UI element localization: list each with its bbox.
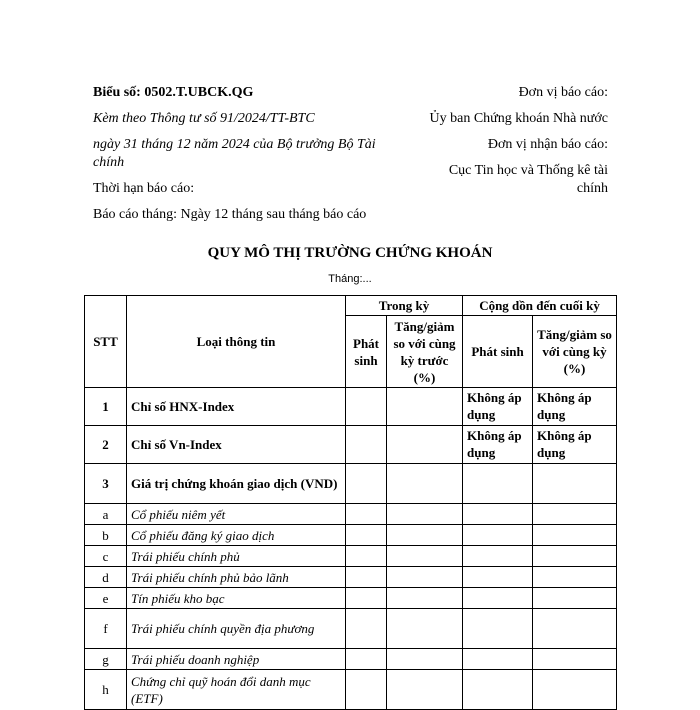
cell-change-prev: [387, 464, 463, 504]
cell-change-prev: [387, 525, 463, 546]
cell-change-prev: [387, 504, 463, 525]
circular-reference: Kèm theo Thông tư số 91/2024/TT-BTC: [93, 111, 315, 126]
row-stt: d: [85, 567, 127, 588]
cell-arising: [346, 426, 387, 464]
cell-change-prev: [387, 426, 463, 464]
column-header-change-prev: Tăng/giảm so với cùng kỳ trước (%): [387, 316, 463, 388]
cell-arising: [346, 670, 387, 710]
cell-arising-cumulative: [463, 609, 533, 649]
column-header-info-type: Loại thông tin: [127, 296, 346, 388]
cell-arising: [346, 388, 387, 426]
cell-change-prev: [387, 609, 463, 649]
cell-not-applicable: Không áp dụng: [463, 388, 533, 426]
cell-arising-cumulative: [463, 670, 533, 710]
cell-change-prev: [387, 388, 463, 426]
cell-change-prev: [387, 670, 463, 710]
table-row: [85, 504, 617, 525]
cell-not-applicable: Không áp dụng: [533, 426, 617, 464]
cell-arising: [346, 464, 387, 504]
cell-arising: [346, 567, 387, 588]
row-label: Trái phiếu doanh nghiệp: [127, 649, 346, 670]
cell-arising: [346, 546, 387, 567]
cell-change-prev: [387, 649, 463, 670]
cell-not-applicable: Không áp dụng: [533, 388, 617, 426]
row-label: Cổ phiếu đăng ký giao dịch: [127, 525, 346, 546]
row-stt: 2: [85, 426, 127, 464]
row-label: Trái phiếu chính phủ: [127, 546, 346, 567]
cell-arising: [346, 525, 387, 546]
table-row: [85, 567, 617, 588]
column-header-change-cumulative: Tăng/giảm so với cùng kỳ (%): [533, 316, 617, 388]
row-label: Chỉ số HNX-Index: [127, 388, 346, 426]
cell-arising: [346, 504, 387, 525]
table-row: [85, 670, 617, 710]
table-row: [85, 464, 617, 504]
row-label: Giá trị chứng khoán giao dịch (VND): [127, 464, 346, 504]
cell-change-cumulative: [533, 567, 617, 588]
cell-change-prev: [387, 588, 463, 609]
cell-arising-cumulative: [463, 649, 533, 670]
table-row: [85, 588, 617, 609]
deadline-label: Thời hạn báo cáo:: [93, 181, 195, 196]
row-stt: 1: [85, 388, 127, 426]
cell-change-cumulative: [533, 588, 617, 609]
header-right: [420, 84, 608, 198]
cell-not-applicable: Không áp dụng: [463, 426, 533, 464]
table-row: [85, 649, 617, 670]
row-label: Tín phiếu kho bạc: [127, 588, 346, 609]
table-row: [85, 609, 617, 649]
cell-change-cumulative: [533, 670, 617, 710]
form-number: Biểu số: 0502.T.UBCK.QG: [93, 85, 254, 100]
column-header-stt: STT: [85, 296, 127, 388]
cell-change-cumulative: [533, 504, 617, 525]
circular-date: ngày 31 tháng 12 năm 2024 của Bộ trưởng Bộ Tài chính: [93, 137, 376, 170]
row-stt: b: [85, 525, 127, 546]
cell-change-prev: [387, 546, 463, 567]
row-label: Chỉ số Vn-Index: [127, 426, 346, 464]
cell-arising-cumulative: [463, 567, 533, 588]
cell-change-cumulative: [533, 609, 617, 649]
deadline-value: Báo cáo tháng: Ngày 12 tháng sau tháng báo cáo: [93, 207, 367, 222]
reporting-unit: Ủy ban Chứng khoán Nhà nước: [429, 111, 608, 126]
cell-arising: [346, 588, 387, 609]
report-title: QUY MÔ THỊ TRƯỜNG CHỨNG KHOÁN: [207, 245, 493, 261]
cell-arising-cumulative: [463, 546, 533, 567]
table-row: [85, 426, 617, 464]
report-table: [84, 295, 617, 710]
column-header-arising: Phát sinh: [346, 316, 387, 388]
cell-change-cumulative: [533, 546, 617, 567]
row-label: Trái phiếu chính quyền địa phương: [127, 609, 346, 649]
table-row: [85, 388, 617, 426]
row-label: Cổ phiếu niêm yết: [127, 504, 346, 525]
receiving-unit: Cục Tin học và Thống kê tài chính: [448, 163, 608, 196]
cell-change-cumulative: [533, 525, 617, 546]
row-stt: c: [85, 546, 127, 567]
row-stt: g: [85, 649, 127, 670]
cell-arising-cumulative: [463, 464, 533, 504]
group-header-period: Trong kỳ: [346, 296, 463, 316]
group-header-cumulative: Cộng dồn đến cuối kỳ: [463, 296, 617, 316]
cell-change-prev: [387, 567, 463, 588]
row-label: Chứng chỉ quỹ hoán đổi danh mục (ETF): [127, 670, 346, 710]
cell-change-cumulative: [533, 649, 617, 670]
cell-arising: [346, 649, 387, 670]
row-stt: h: [85, 670, 127, 710]
cell-arising: [346, 609, 387, 649]
table-row: [85, 525, 617, 546]
row-stt: a: [85, 504, 127, 525]
table-row: [85, 546, 617, 567]
cell-arising-cumulative: [463, 504, 533, 525]
row-stt: 3: [85, 464, 127, 504]
report-month: Tháng:...: [328, 273, 372, 285]
row-stt: f: [85, 609, 127, 649]
header-left: [93, 84, 403, 224]
receiving-unit-label: Đơn vị nhận báo cáo:: [487, 137, 608, 152]
row-stt: e: [85, 588, 127, 609]
reporting-unit-label: Đơn vị báo cáo:: [518, 85, 608, 100]
cell-change-cumulative: [533, 464, 617, 504]
row-label: Trái phiếu chính phủ bảo lãnh: [127, 567, 346, 588]
cell-arising-cumulative: [463, 588, 533, 609]
column-header-arising-cumulative: Phát sinh: [463, 316, 533, 388]
cell-arising-cumulative: [463, 525, 533, 546]
